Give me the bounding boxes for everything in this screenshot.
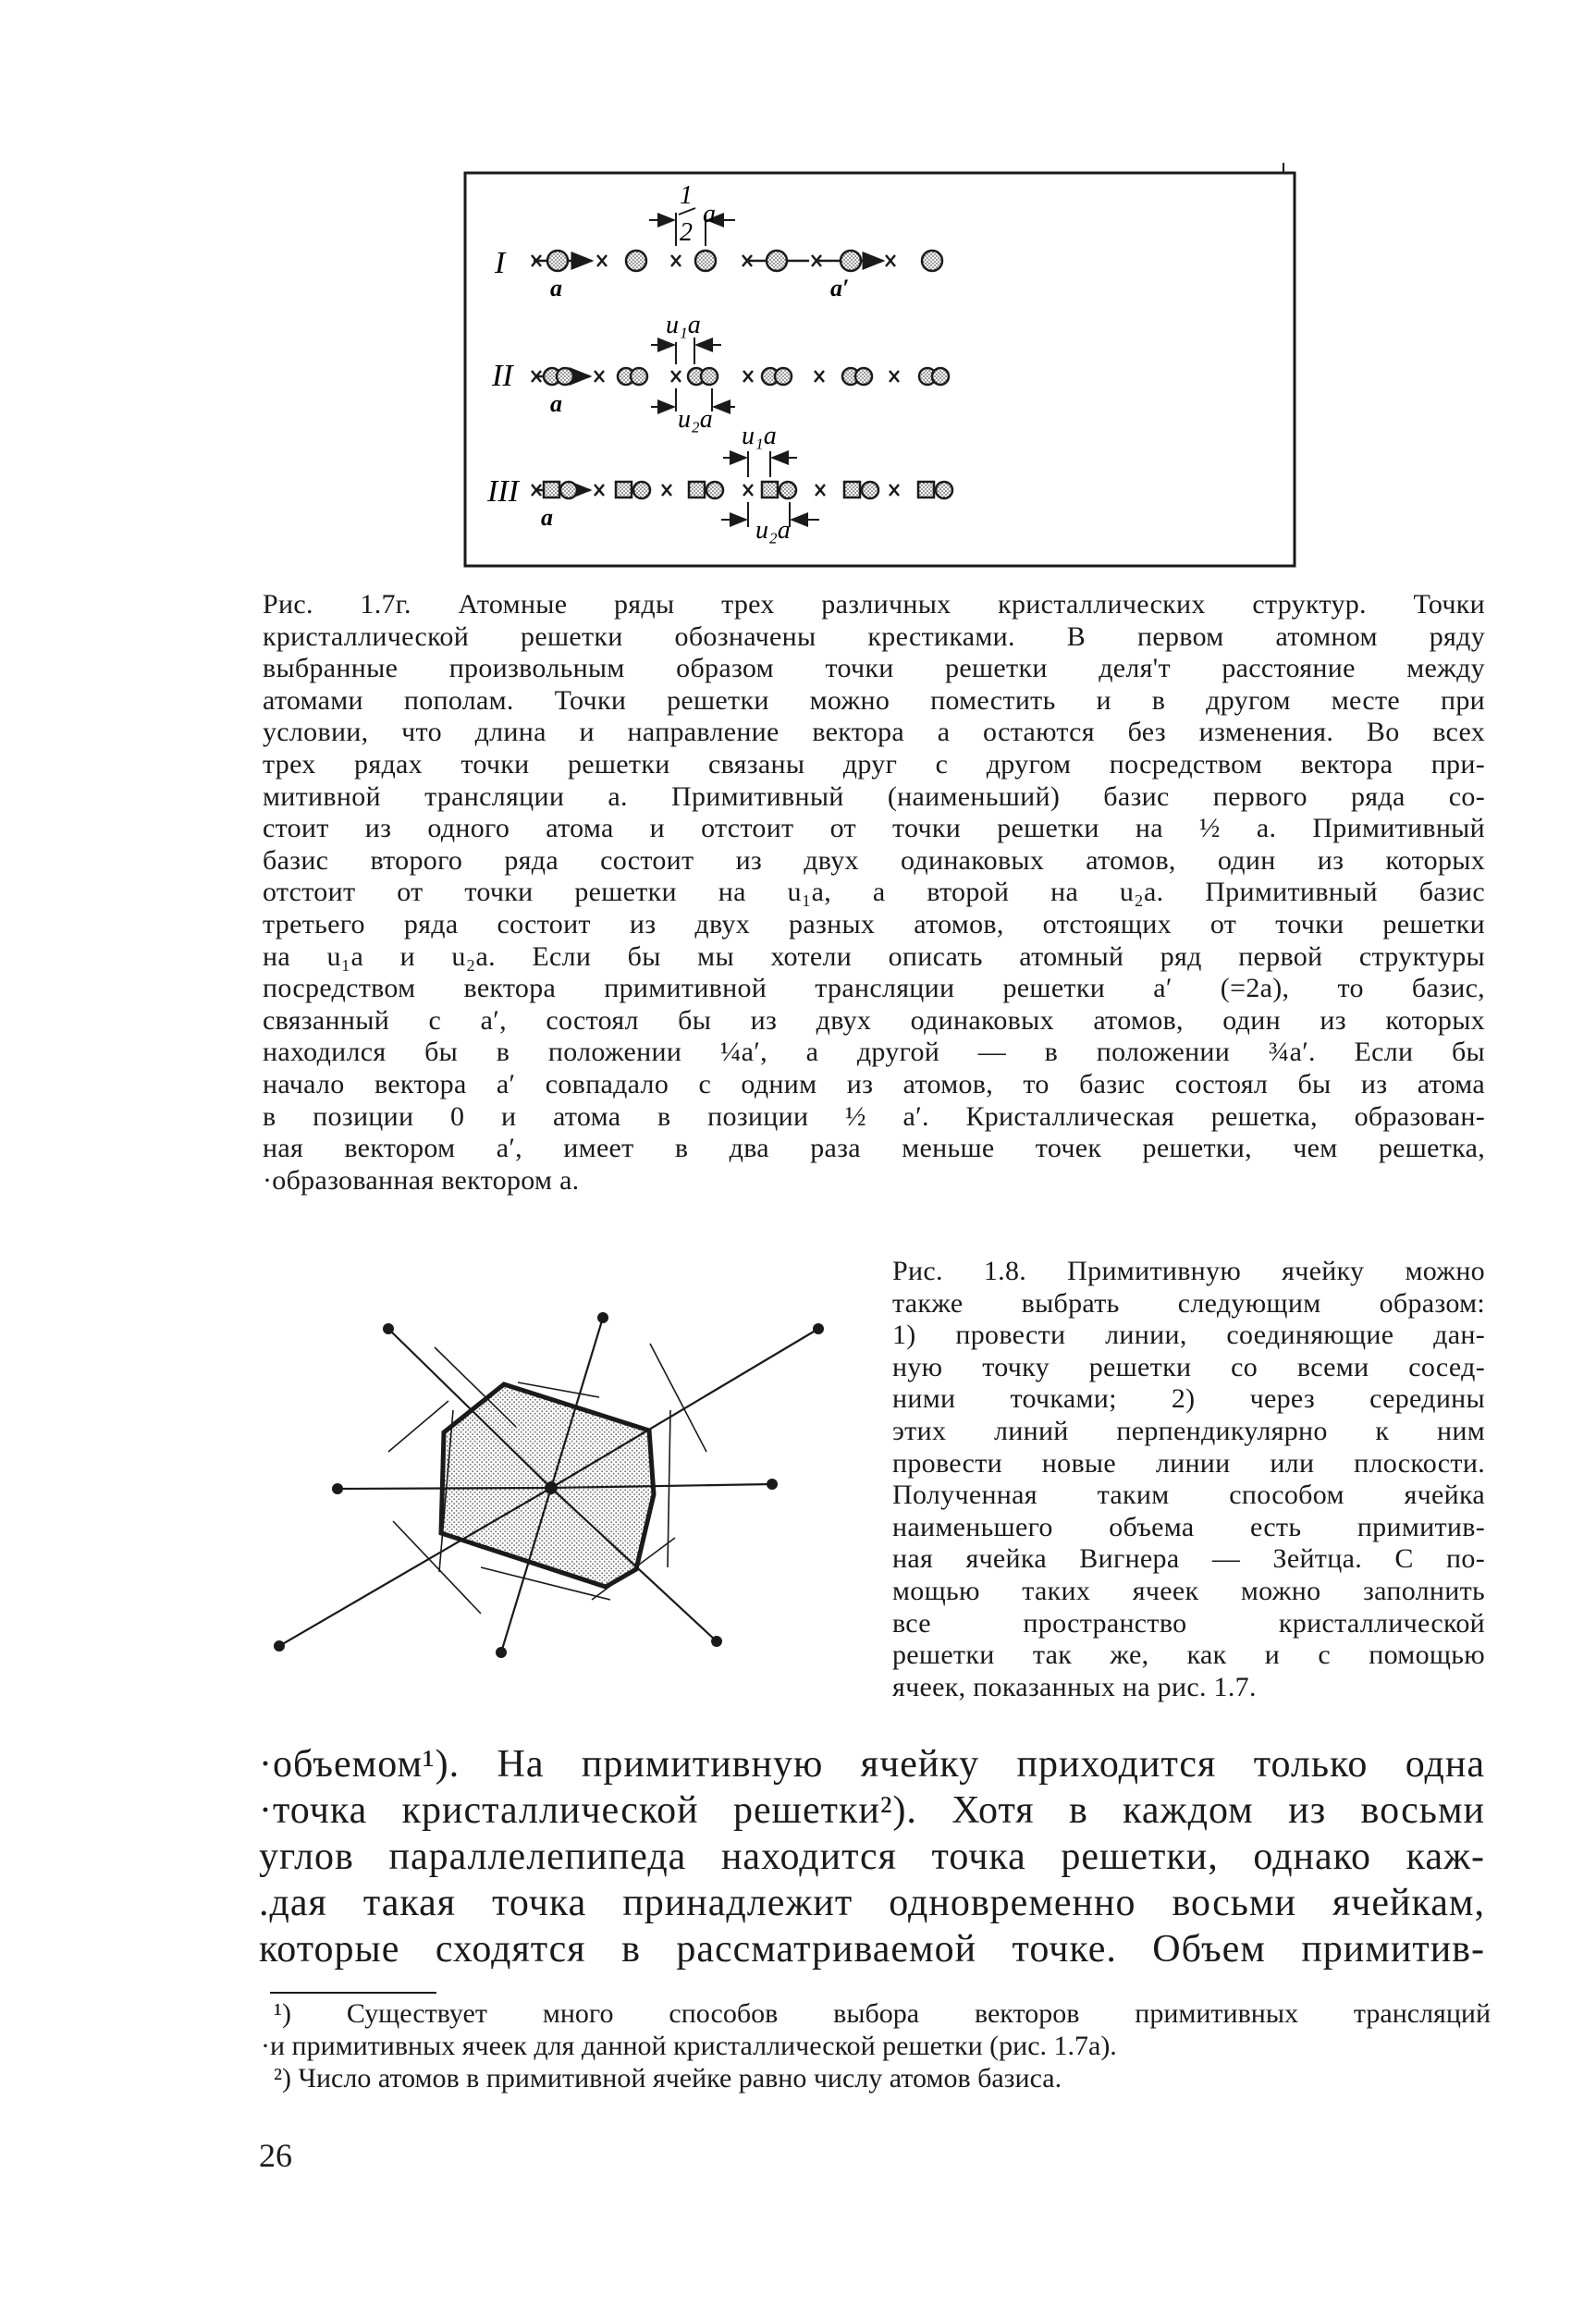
body-text [259, 1741, 1485, 1972]
body-line: .дая такая точка принадлежит одновременно восьми ячейкам, [259, 1882, 1485, 1924]
half-a: a [703, 200, 716, 228]
footnote-rule [270, 1992, 436, 1994]
caption-1-8-line: решетки так же, как и с помощью [892, 1639, 1485, 1671]
row-label-2: II [492, 359, 513, 393]
caption-1-8-line: все пространство кристаллической [892, 1607, 1485, 1639]
caption-fig-1-8 [892, 1256, 1485, 1703]
caption-1-8-line: этих линий перпендикулярно к ним [892, 1415, 1485, 1446]
label-a-row2: a [550, 390, 562, 417]
caption-1-7g-line: связанный с a′, состоял бы из двух одинаковых атомов, один из которых [263, 1004, 1485, 1036]
footnote-line: ·и примитивных ячеек для данной кристаллической решетки (рис. 1.7а). [261, 2031, 1117, 2061]
label-a-prime: a′ [830, 275, 850, 301]
label-a-row1: a [550, 275, 562, 301]
footnote-line: ¹) Существует много способов выбора векторов примитивных трансляций [274, 1998, 1491, 2029]
body-line: ·точка кристаллической решетки²). Хотя в каждом из восьми [259, 1789, 1485, 1832]
body-line: ·объемом¹). На примитивную ячейку приходится только одна [259, 1743, 1485, 1786]
caption-1-7g-line: базис второго ряда состоит из двух одинаковых атомов, один из которых [263, 844, 1485, 876]
half-den: 2 [680, 218, 693, 247]
caption-1-8-line: Полученная таким способом ячейка [892, 1480, 1485, 1511]
caption-1-8-line: ячеек, показанных на рис. 1.7. [892, 1671, 1257, 1702]
label-u1a-row3: u₁a [742, 422, 777, 450]
caption-1-7g-line: стоит из одного атома и отстоит от точки решетки на ½ a. Примитивный [263, 813, 1485, 844]
caption-1-8-line: ную точку решетки со всеми сосед- [892, 1351, 1485, 1382]
caption-1-8-line: ная ячейка Вигнера — Зейтца. С по- [892, 1543, 1485, 1575]
page-number: 26 [259, 2137, 292, 2174]
caption-1-7g-line: отстоит от точки решетки на u₁a, а второй на u₂a. Примитивный базис [263, 877, 1485, 908]
label-a-row3: a [541, 504, 553, 531]
row-3 [532, 451, 952, 527]
caption-1-7g-line: ·образованная вектором a. [263, 1164, 580, 1196]
caption-1-8-line: 1) провести линии, соединяющие дан- [892, 1320, 1485, 1351]
figure-1-8-wigner-seitz [259, 1290, 851, 1678]
half-num: 1 [680, 181, 693, 210]
caption-1-7g-line: третьего ряда состоит из двух разных атомов, отстоящих от точки решетки [263, 908, 1485, 939]
row-label-1: I [495, 246, 506, 280]
body-line: которые сходятся в рассматриваемой точке. Объем примитив- [259, 1928, 1485, 1971]
caption-1-7g-line: выбранные произвольным образом точки решетки деля'т расстояние между [263, 653, 1485, 684]
label-u2a-row2: u₂a [678, 405, 713, 434]
caption-1-7g-line: митивной трансляции a. Примитивный (наименьший) базис первого ряда со- [263, 780, 1485, 812]
caption-1-7g-line: трех рядах точки решетки связаны друг с другом посредством вектора при- [263, 748, 1485, 780]
caption-1-8-line: наименьшего объема есть примитив- [892, 1511, 1485, 1542]
body-line: углов параллелепипеда находится точка решетки, однако каж- [259, 1836, 1485, 1878]
caption-1-7g-line: в позиции 0 и атома в позиции ½ a′. Кристаллическая решетка, образован- [263, 1100, 1485, 1132]
caption-1-7g-line: условии, что длина и направление вектора a остаются без изменения. Во всех [263, 717, 1485, 748]
figure-1-7g [453, 157, 1304, 573]
row-label-3: III [487, 474, 519, 509]
caption-1-8-line: провести новые линии или плоскости. [892, 1447, 1485, 1479]
label-u1a-row2: u₁a [666, 311, 701, 339]
caption-1-7g-line: Рис. 1.7г. Атомные ряды трех различных кристаллических структур. Точки [263, 589, 1485, 620]
caption-1-7g-line: на u₁a и u₂a. Если бы мы хотели описать атомный ряд первой структуры [263, 940, 1485, 972]
caption-1-7g-line: посредством вектора примитивной трансляции решетки a′ (=2a), то базис, [263, 973, 1485, 1004]
caption-1-7g-line: находился бы в положении ¼a′, а другой — в положении ¾a′. Если бы [263, 1037, 1485, 1068]
figure-frame [465, 173, 1295, 566]
label-u2a-row3: u₂a [755, 516, 791, 545]
caption-1-7g-line: кристаллической решетки обозначены крестиками. В первом атомном ряду [263, 620, 1485, 652]
caption-1-8-line: мощью таких ячеек можно заполнить [892, 1575, 1485, 1606]
footnotes [261, 1997, 1491, 2094]
row-1 [532, 213, 942, 271]
caption-1-7g-line: ная вектором a′, имеет в два раза меньше точек решетки, чем решетка, [263, 1133, 1485, 1164]
footnote-line: ²) Число атомов в примитивной ячейке равно числу атомов базиса. [274, 2063, 1062, 2094]
caption-1-7g-line: начало вектора a′ совпадало с одним из атомов, то базис состоял бы из атома [263, 1068, 1485, 1099]
caption-1-8-line: Рис. 1.8. Примитивную ячейку можно [892, 1256, 1485, 1286]
caption-fig-1-7g [263, 589, 1485, 1197]
caption-1-8-line: ними точками; 2) через середины [892, 1383, 1485, 1415]
row-2 [532, 338, 949, 411]
caption-1-7g-line: атомами пополам. Точки решетки можно поместить и в другом месте при [263, 684, 1485, 716]
caption-1-8-line: также выбрать следующим образом: [892, 1287, 1485, 1319]
